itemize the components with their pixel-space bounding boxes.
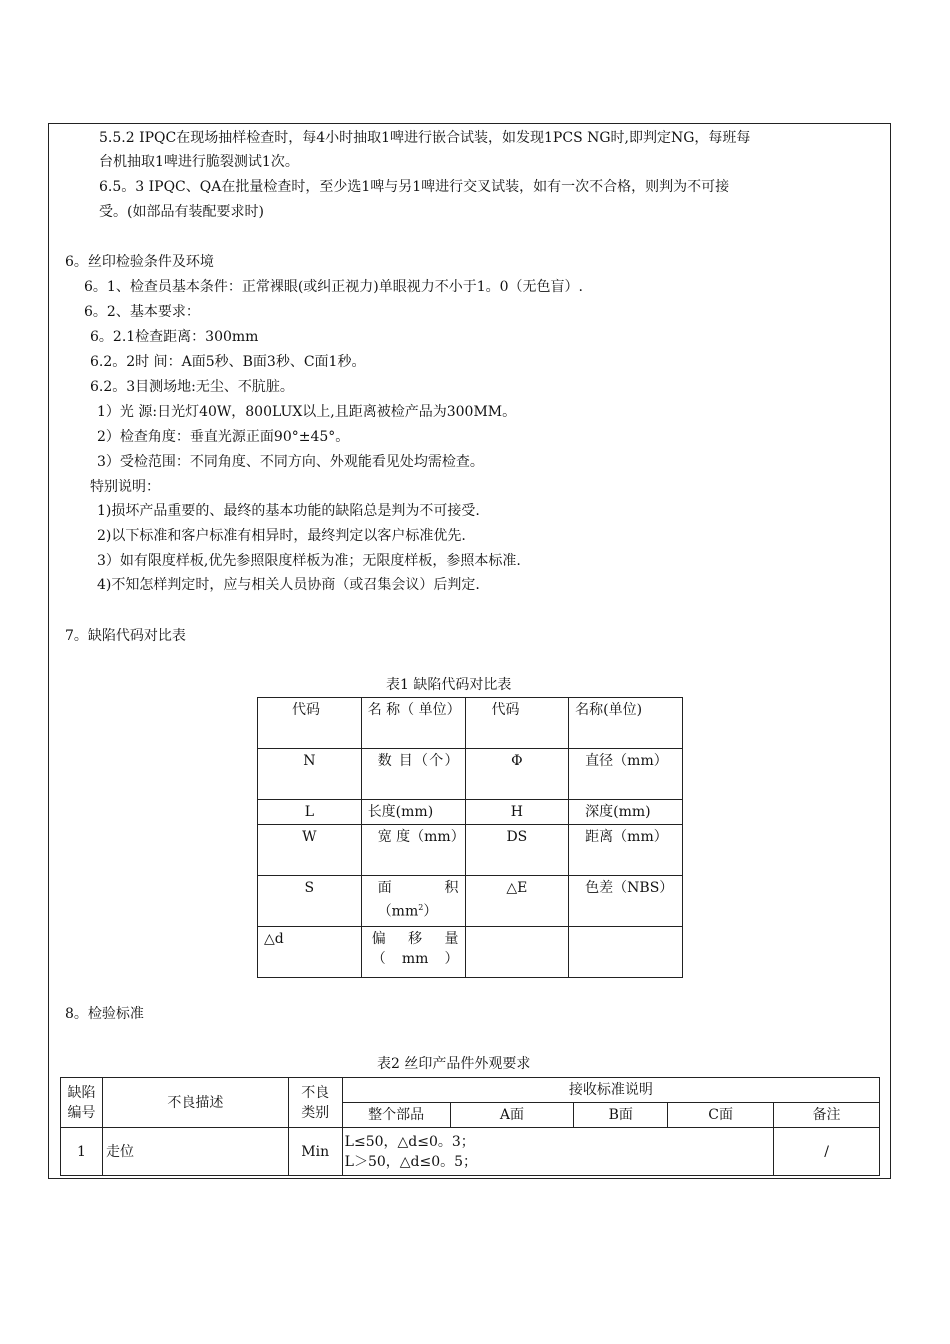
table-row bbox=[258, 927, 683, 978]
para-6-5-3-cont: 受。(如部品有装配要求时) bbox=[99, 204, 264, 220]
table-cell: N bbox=[258, 749, 362, 800]
header-face-c: C面 bbox=[668, 1103, 774, 1128]
table-cell bbox=[465, 927, 569, 978]
table-cell: 名称(单位) bbox=[569, 698, 683, 749]
para-6-2-3: 6.2。3目测场地:无尘、不肮脏。 bbox=[90, 379, 294, 395]
header-whole-part: 整个部品 bbox=[342, 1103, 450, 1128]
area-label: 面 积（mm bbox=[377, 880, 459, 920]
table-cell: 距离（mm） bbox=[569, 825, 683, 876]
cell-note: / bbox=[774, 1128, 880, 1176]
table-cell: W bbox=[258, 825, 362, 876]
special-note-3: 3）如有限度样板,优先参照限度样板为准；无限度样板，参照本标准. bbox=[97, 553, 521, 569]
cell-type: Min bbox=[288, 1128, 342, 1176]
special-notes-title: 特别说明： bbox=[90, 479, 160, 495]
table-row bbox=[258, 800, 683, 825]
header-accept-standard: 接收标准说明 bbox=[342, 1078, 879, 1103]
special-note-4: 4)不知怎样判定时，应与相关人员协商（或召集会议）后判定. bbox=[97, 577, 480, 593]
table-cell: 偏 移 量（mm） bbox=[361, 927, 465, 978]
standard-line-2: L＞50，△d≤0。5； bbox=[344, 1153, 478, 1170]
table-cell: 名 称（ 单位） bbox=[361, 698, 465, 749]
table-cell: 色差（NBS） bbox=[569, 876, 683, 927]
table-cell: 代码 bbox=[465, 698, 569, 749]
section-7-title: 7。缺陷代码对比表 bbox=[65, 628, 186, 644]
section-8-title: 8。检验标准 bbox=[65, 1006, 144, 1022]
special-note-2: 2)以下标准和客户标准有相异时，最终判定以客户标准优先. bbox=[97, 528, 466, 544]
table-cell: Φ bbox=[465, 749, 569, 800]
table-cell bbox=[569, 927, 683, 978]
table-header-row bbox=[61, 1078, 880, 1103]
header-description: 不良描述 bbox=[102, 1078, 288, 1128]
section-6-title: 6。丝印检验条件及环境 bbox=[65, 254, 214, 270]
table-cell: 宽 度（mm） bbox=[361, 825, 465, 876]
para-5-5-2: 5.5.2 IPQC在现场抽样检查时，每4小时抽取1啤进行嵌合试装，如发现1PCS NG时,即判定NG，每班每 bbox=[99, 130, 751, 146]
table-row bbox=[258, 825, 683, 876]
para-6-2-1: 6。2.1检查距离：300mm bbox=[90, 329, 259, 345]
table-cell: L bbox=[258, 800, 362, 825]
para-6-2: 6。2、基本要求： bbox=[84, 304, 200, 320]
table-cell: 直径（mm） bbox=[569, 749, 683, 800]
table-cell: △E bbox=[465, 876, 569, 927]
para-5-5-2-cont: 台机抽取1啤进行脆裂测试1次。 bbox=[99, 154, 299, 170]
inspection-standard-table bbox=[60, 1077, 880, 1176]
table-cell: S bbox=[258, 876, 362, 927]
table-cell: DS bbox=[465, 825, 569, 876]
para-6-1: 6。1、检查员基本条件：正常裸眼(或纠正视力)单眼视力不小于1。0（无色盲）. bbox=[84, 279, 584, 295]
header-face-a: A面 bbox=[450, 1103, 574, 1128]
para-6-5-3: 6.5。3 IPQC、QA在批量检查时，至少选1啤与另1啤进行交叉试装，如有一次不合格，则判为不可接 bbox=[99, 179, 730, 195]
cell-standard bbox=[342, 1128, 773, 1176]
header-face-b: B面 bbox=[574, 1103, 668, 1128]
table1-caption: 表1 缺陷代码对比表 bbox=[386, 677, 512, 693]
area-close: ） bbox=[423, 903, 438, 920]
table-cell: △d bbox=[258, 927, 362, 978]
para-6-2-2: 6.2。2时 间：A面5秒、B面3秒、C面1秒。 bbox=[90, 354, 366, 370]
table-cell: 深度(mm) bbox=[569, 800, 683, 825]
item-check-range: 3）受检范围：不同角度、不同方向、外观能看见处均需检查。 bbox=[97, 454, 484, 470]
cell-description: 走位 bbox=[102, 1128, 288, 1176]
header-defect-no: 缺陷编号 bbox=[61, 1078, 103, 1128]
item-check-angle: 2）检查角度：垂直光源正面90°±45°。 bbox=[97, 429, 350, 445]
standard-line-1: L≤50，△d≤0。3； bbox=[344, 1133, 475, 1150]
table-row bbox=[258, 698, 683, 749]
item-light-source: 1）光 源:日光灯40W，800LUX以上,且距离被检产品为300MM。 bbox=[97, 404, 517, 420]
header-type: 不良类别 bbox=[288, 1078, 342, 1128]
table2-caption: 表2 丝印产品件外观要求 bbox=[377, 1056, 531, 1072]
area-superscript: 2 bbox=[418, 903, 424, 912]
table-cell: 代码 bbox=[258, 698, 362, 749]
table-row bbox=[258, 749, 683, 800]
special-note-1: 1)损坏产品重要的、最终的基本功能的缺陷总是判为不可接受. bbox=[97, 503, 480, 519]
header-note: 备注 bbox=[774, 1103, 880, 1128]
table-cell: H bbox=[465, 800, 569, 825]
defect-code-table bbox=[257, 697, 683, 978]
table-cell-area bbox=[361, 876, 465, 927]
table-row bbox=[61, 1128, 880, 1176]
cell-defect-no: 1 bbox=[61, 1128, 103, 1176]
table-cell: 长度(mm) bbox=[361, 800, 465, 825]
table-cell: 数 目（个） bbox=[361, 749, 465, 800]
table-row bbox=[258, 876, 683, 927]
